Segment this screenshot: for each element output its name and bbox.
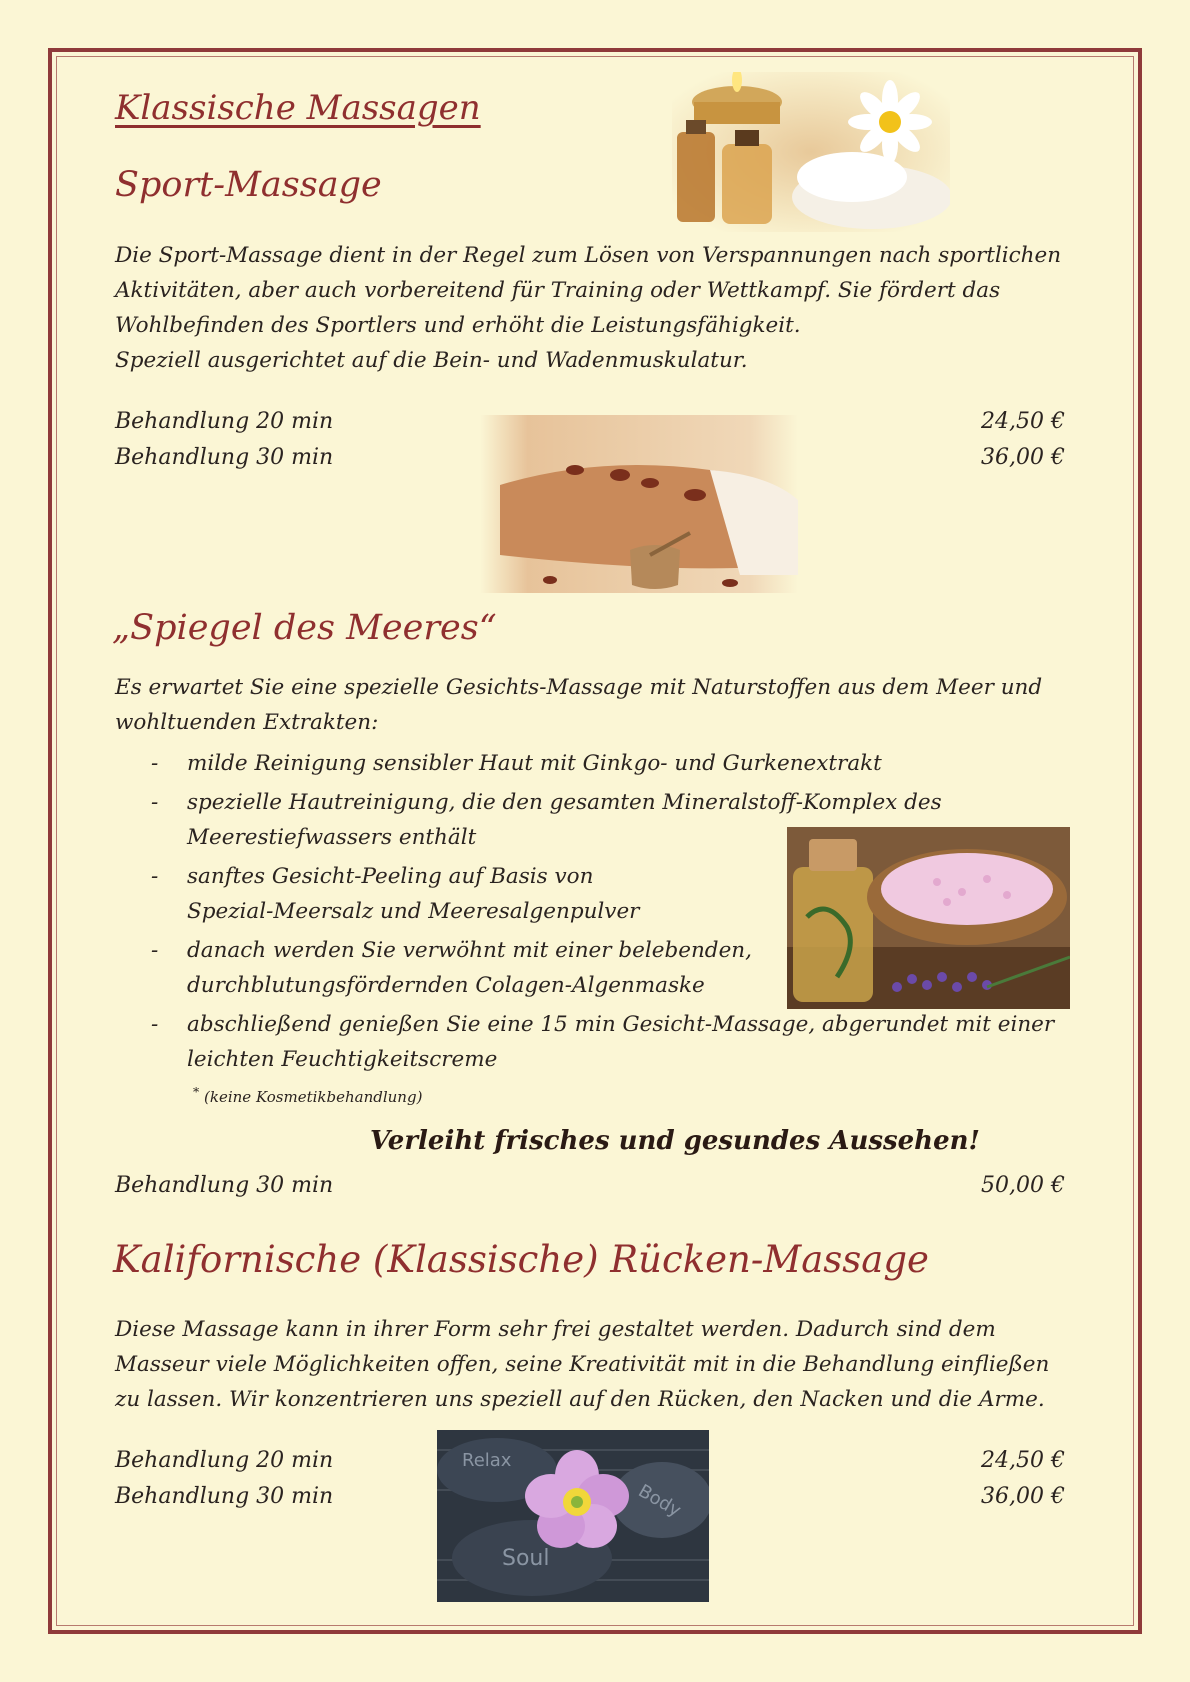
sport-massage-title: Sport-Massage (115, 165, 382, 205)
stone-word-relax: Relax (462, 1450, 512, 1471)
list-item: - milde Reinigung sensibler Haut mit Ginkgo- und Gurkenextrakt (151, 751, 882, 776)
stone-word-body: Body (634, 1480, 685, 1522)
stone-word-soul: Soul (502, 1546, 550, 1571)
note-text: (keine Kosmetikbehandlung) (204, 1088, 423, 1106)
sport-line: Wohlbefinden des Sportlers und erhöht die Leistungsfähigkeit. (115, 313, 801, 338)
sport-line: Speziell ausgerichtet auf die Bein- und Wadenmuskulatur. (115, 348, 748, 373)
kalifornisch-price-value-20: 24,50 € (981, 1448, 1065, 1473)
spiegel-intro-line: wohltuenden Extrakten: (115, 710, 379, 735)
spiegel-price-label: Behandlung 30 min (115, 1173, 334, 1198)
spiegel-price-value: 50,00 € (981, 1173, 1065, 1198)
sport-price-value-30: 36,00 € (981, 445, 1065, 470)
sport-price-label-30: Behandlung 30 min (115, 445, 334, 470)
spiegel-title: „Spiegel des Meeres“ (112, 608, 497, 648)
list-item: - sanftes Gesicht-Peeling auf Basis von Spezial-Meersalz und Meeresalgenpulver (151, 864, 640, 924)
spiegel-note (193, 1084, 422, 1106)
sport-line: Aktivitäten, aber auch vorbereitend für Training oder Wettkampf. Sie fördert das (115, 278, 1001, 303)
kalifornisch-title: Kalifornische (Klassische) Rücken-Massage (113, 1238, 929, 1281)
spiegel-intro-line: Es erwartet Sie eine spezielle Gesichts-Massage mit Naturstoffen aus dem Meer und (115, 675, 1043, 700)
kalifornisch-price-label-30: Behandlung 30 min (115, 1484, 334, 1509)
sport-massage-description (115, 238, 1095, 378)
list-item: - danach werden Sie verwöhnt mit einer belebenden, durchblutungsfördernden Colagen-Algenmaske (151, 938, 752, 998)
sea-salt-lavender-photo (787, 827, 1070, 1009)
kalifornisch-price-label-20: Behandlung 20 min (115, 1448, 334, 1473)
note-star: * (193, 1084, 200, 1099)
back-massage-stones-photo (480, 415, 798, 593)
sport-price-value-20: 24,50 € (981, 409, 1065, 434)
kalifornisch-price-value-30: 36,00 € (981, 1484, 1065, 1509)
kalifornisch-line: Diese Massage kann in ihrer Form sehr frei gestaltet werden. Dadurch sind dem (115, 1317, 996, 1342)
sport-line: Die Sport-Massage dient in der Regel zum Lösen von Verspannungen nach sportlichen (115, 243, 1062, 268)
kalifornisch-description (115, 1312, 1105, 1417)
spa-candle-oil-photo (672, 72, 950, 232)
list-item: - abschließend genießen Sie eine 15 min Gesicht-Massage, abgerundet mit einer leichten Feuchtigkeitscreme (151, 1012, 1055, 1072)
kalifornisch-line: zu lassen. Wir konzentrieren uns speziell auf den Rücken, den Nacken und die Arme. (115, 1387, 1045, 1412)
list-item: - spezielle Hautreinigung, die den gesamten Mineralstoff-Komplex des Meerestiefwassers enthält (151, 790, 942, 850)
main-title: Klassische Massagen (115, 88, 481, 128)
sport-price-label-20: Behandlung 20 min (115, 409, 334, 434)
spiegel-intro (115, 670, 1095, 740)
spiegel-slogan: Verleiht frisches und gesundes Aussehen! (370, 1126, 980, 1156)
relax-stones-flower-photo (437, 1430, 709, 1602)
kalifornisch-line: Masseur viele Möglichkeiten offen, seine Kreativität mit in die Behandlung einfließen (115, 1352, 1050, 1377)
